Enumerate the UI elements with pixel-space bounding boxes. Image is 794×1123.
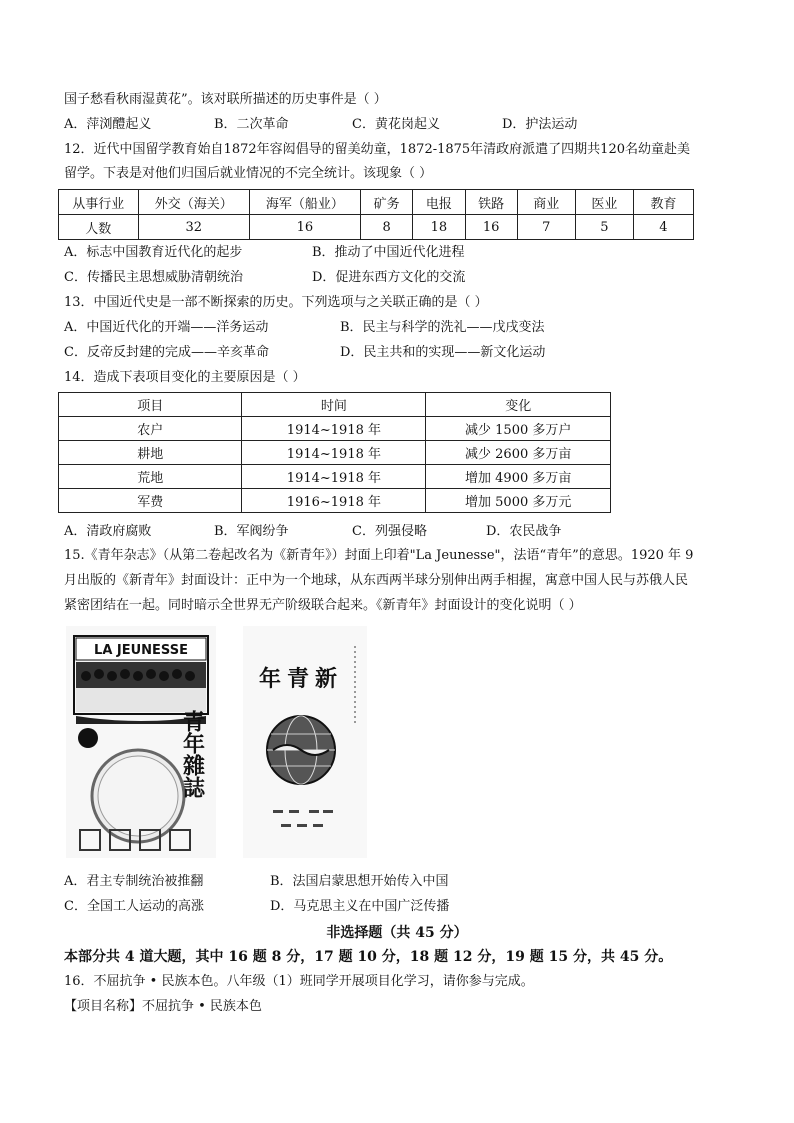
q15-stem-line3: 紧密团结在一起。同时暗示全世界无产阶级联合起来。《新青年》封面设计的变化说明（ ） xyxy=(64,598,582,613)
q14-table xyxy=(58,392,611,513)
table-cell: 项目 xyxy=(59,393,242,417)
table-row xyxy=(59,417,611,441)
cover-banner-text: LA JEUNESSE xyxy=(94,643,188,658)
table-cell: 减少 1500 多万户 xyxy=(426,417,611,441)
table-header-row xyxy=(59,393,611,417)
table-cell: 人数 xyxy=(59,215,139,240)
q11-option-c[interactable]: C．黄花岗起义 xyxy=(352,117,440,132)
table-cell: 1914~1918 年 xyxy=(242,441,426,465)
table-cell: 海军（船业） xyxy=(249,190,360,215)
q14-option-b[interactable]: B．军阀纷争 xyxy=(214,524,289,539)
q12-option-d[interactable]: D．促进东西方文化的交流 xyxy=(312,270,466,285)
table-cell: 教育 xyxy=(633,190,693,215)
table-cell: 7 xyxy=(517,215,575,240)
table-cell: 1914~1918 年 xyxy=(242,417,426,441)
table-cell: 荒地 xyxy=(59,465,242,489)
cover-new-youth-drawing xyxy=(243,626,367,858)
table-cell: 铁路 xyxy=(465,190,517,215)
table-cell: 16 xyxy=(249,215,360,240)
table-cell: 时间 xyxy=(242,393,426,417)
q14-option-d[interactable]: D．农民战争 xyxy=(486,524,562,539)
section-note: 本部分共 4 道大题，其中 16 题 8 分，17 题 10 分，18 题 12 分，19 题 15 分，共 45 分。 xyxy=(64,949,673,965)
q11-stem-tail: 国子愁看秋雨湿黄花”。该对联所描述的历史事件是（ ） xyxy=(64,92,387,107)
cover-la-jeunesse-drawing xyxy=(66,626,216,858)
table-cell: 商业 xyxy=(517,190,575,215)
q13-option-d[interactable]: D．民主共和的实现——新文化运动 xyxy=(340,345,546,360)
q14-stem: 14．造成下表项目变化的主要原因是（ ） xyxy=(64,370,306,385)
table-cell: 耕地 xyxy=(59,441,242,465)
cover-la-jeunesse-image xyxy=(66,626,216,858)
cover2-title: 年青新 xyxy=(258,666,344,692)
table-cell: 增加 4900 多万亩 xyxy=(426,465,611,489)
q11-option-b[interactable]: B．二次革命 xyxy=(214,117,289,132)
table-cell: 1916~1918 年 xyxy=(242,489,426,513)
q16-project-name: 【项目名称】不屈抗争 • 民族本色 xyxy=(64,999,262,1014)
q11-option-a[interactable]: A．萍浏醴起义 xyxy=(64,117,152,132)
q13-option-a[interactable]: A．中国近代化的开端——洋务运动 xyxy=(64,320,269,335)
table-cell: 1914~1918 年 xyxy=(242,465,426,489)
table-cell: 矿务 xyxy=(361,190,413,215)
q12-option-b[interactable]: B．推动了中国近代化进程 xyxy=(312,245,465,260)
table-cell: 农户 xyxy=(59,417,242,441)
table-cell: 16 xyxy=(465,215,517,240)
q13-stem: 13．中国近代史是一部不断探索的历史。下列选项与之关联正确的是（ ） xyxy=(64,295,488,310)
table-row xyxy=(59,465,611,489)
q15-option-b[interactable]: B．法国启蒙思想开始传入中国 xyxy=(270,874,449,889)
table-cell: 18 xyxy=(413,215,465,240)
cover-vertical-title: 青年雜誌 xyxy=(179,710,205,798)
table-cell: 32 xyxy=(138,215,249,240)
table-row xyxy=(59,441,611,465)
q12-stem-line1: 12．近代中国留学教育始自1872年容闳倡导的留美幼童，1872-1875年清政府派遣了四期共120名幼童赴美 xyxy=(64,142,691,157)
table-header-row xyxy=(59,190,694,215)
q12-option-c[interactable]: C．传播民主思想威胁清朝统治 xyxy=(64,270,243,285)
section-heading: 非选择题（共 45 分） xyxy=(326,925,468,941)
q15-option-c[interactable]: C．全国工人运动的高涨 xyxy=(64,899,204,914)
cover-new-youth-image xyxy=(243,626,367,858)
table-cell: 4 xyxy=(633,215,693,240)
table-cell: 电报 xyxy=(413,190,465,215)
q15-stem-line2: 月出版的《新青年》封面设计：正中为一个地球，从东西两半球分别伸出两手相握，寓意中国人民与苏俄人民 xyxy=(64,573,689,588)
q15-stem-line1: 15.《青年杂志》（从第二卷起改名为《新青年》）封面上印着"La Jeunesse"，法语“青年”的意思。1920 年 9 xyxy=(64,548,694,563)
table-cell: 减少 2600 多万亩 xyxy=(426,441,611,465)
table-row xyxy=(59,489,611,513)
table-cell: 外交（海关） xyxy=(138,190,249,215)
q16-stem: 16．不屈抗争 • 民族本色。八年级（1）班同学开展项目化学习，请你参与完成。 xyxy=(64,974,534,989)
q15-option-a[interactable]: A．君主专制统治被推翻 xyxy=(64,874,204,889)
q12-stem-line2: 留学。下表是对他们归国后就业情况的不完全统计。该现象（ ） xyxy=(64,166,433,181)
q14-option-c[interactable]: C．列强侵略 xyxy=(352,524,427,539)
table-row xyxy=(59,215,694,240)
table-cell: 军费 xyxy=(59,489,242,513)
q12-option-a[interactable]: A．标志中国教育近代化的起步 xyxy=(64,245,243,260)
q13-option-b[interactable]: B．民主与科学的洗礼——戊戌变法 xyxy=(340,320,545,335)
q14-option-a[interactable]: A．清政府腐败 xyxy=(64,524,152,539)
table-cell: 从事行业 xyxy=(59,190,139,215)
q15-option-d[interactable]: D．马克思主义在中国广泛传播 xyxy=(270,899,450,914)
q11-option-d[interactable]: D．护法运动 xyxy=(502,117,578,132)
table-cell: 增加 5000 多万元 xyxy=(426,489,611,513)
q13-option-c[interactable]: C．反帝反封建的完成——辛亥革命 xyxy=(64,345,269,360)
table-cell: 5 xyxy=(575,215,633,240)
table-cell: 变化 xyxy=(426,393,611,417)
q12-table xyxy=(58,189,694,240)
table-cell: 8 xyxy=(361,215,413,240)
table-cell: 医业 xyxy=(575,190,633,215)
